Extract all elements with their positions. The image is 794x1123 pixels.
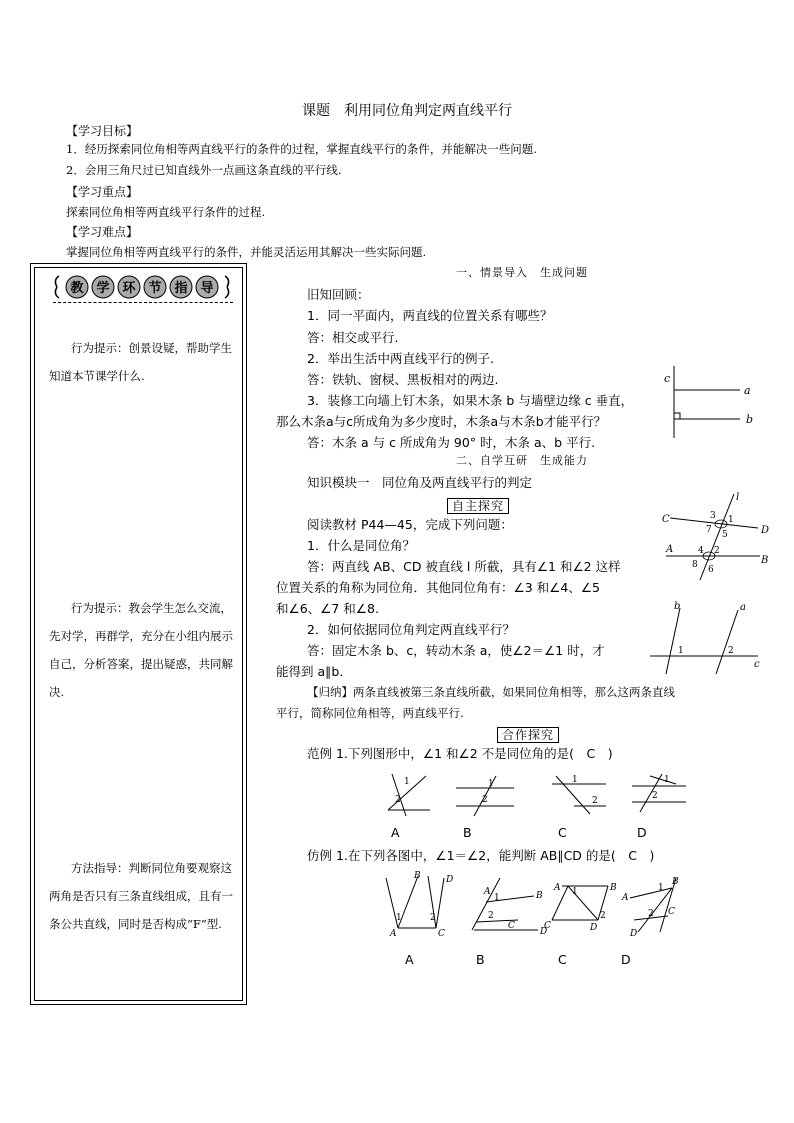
svg-text:D: D bbox=[761, 525, 770, 536]
section1-a1: 答：相交或平行. bbox=[307, 330, 399, 345]
section1-a2: 答：铁轨、窗棂、黑板相对的两边. bbox=[307, 372, 499, 387]
svg-text:D: D bbox=[540, 927, 548, 937]
svg-text:1: 1 bbox=[396, 913, 402, 923]
svg-text:C: C bbox=[668, 907, 675, 917]
ex2-option-b: B bbox=[476, 952, 485, 967]
section2-a2-line1: 答：固定木条 b、c，转动木条 a，使∠2＝∠1 时，才 bbox=[307, 643, 605, 658]
ex2-option-c: C bbox=[558, 952, 567, 967]
svg-text:a: a bbox=[740, 602, 746, 613]
section2-a1-line3: 和∠6、∠7 和∠8. bbox=[276, 601, 379, 616]
difficulty-heading: 【学习难点】 bbox=[66, 225, 139, 239]
svg-text:5: 5 bbox=[722, 530, 728, 540]
section2-heading: 二、自学互研 生成能力 bbox=[456, 454, 588, 467]
sidebar-banner bbox=[53, 274, 231, 300]
sidebar-note-1: 行为提示：创景设疑，帮助学生知道本节课学什么. bbox=[49, 341, 232, 383]
svg-text:7: 7 bbox=[706, 525, 712, 535]
section1-q1: 1．同一平面内，两直线的位置关系有哪些？ bbox=[307, 308, 553, 323]
banner-divider bbox=[53, 302, 233, 303]
example-1: 范例 1.下列图形中，∠1 和∠2 不是同位角的是( C ) bbox=[307, 746, 613, 761]
ex2-option-a: A bbox=[405, 952, 414, 967]
svg-text:2: 2 bbox=[714, 546, 720, 556]
summary-line2: 平行，简称同位角相等，两直线平行. bbox=[276, 706, 464, 720]
goal-item-2: 2．会用三角尺过已知直线外一点画这条直线的平行线. bbox=[66, 163, 342, 177]
ex1-option-c: C bbox=[558, 825, 567, 840]
coop-label bbox=[497, 724, 559, 743]
ex1-option-d: D bbox=[637, 825, 647, 840]
ex1-option-a: A bbox=[391, 825, 400, 840]
svg-text:B: B bbox=[761, 555, 769, 566]
banner-char-1: 教 bbox=[70, 281, 84, 296]
svg-text:C: C bbox=[662, 514, 670, 525]
section1-q3-line2: 那么木条a与c所成角为多少度时，木条a与木条b才能平行？ bbox=[276, 414, 607, 429]
section2-a2-line2: 能得到 a∥b. bbox=[276, 664, 344, 679]
svg-text:C: C bbox=[438, 929, 445, 939]
svg-text:1: 1 bbox=[572, 887, 578, 897]
banner-char-5: 指 bbox=[174, 281, 188, 296]
svg-text:C: C bbox=[508, 921, 515, 931]
difficulty-text: 掌握同位角相等两直线平行的条件，并能灵活运用其解决一些实际问题. bbox=[66, 245, 427, 259]
svg-text:1: 1 bbox=[658, 883, 664, 893]
svg-text:D: D bbox=[590, 923, 598, 933]
rotating-strip-figure bbox=[646, 600, 764, 678]
section2-q2: 2．如何依据同位角判定两直线平行？ bbox=[307, 622, 515, 637]
svg-text:B: B bbox=[536, 891, 543, 901]
svg-text:1: 1 bbox=[572, 775, 578, 785]
svg-text:4: 4 bbox=[698, 546, 704, 556]
page-title: 课题 利用同位角判定两直线平行 bbox=[302, 103, 512, 119]
section1-heading: 一、情景导入 生成问题 bbox=[456, 266, 588, 279]
svg-text:3: 3 bbox=[710, 511, 716, 521]
svg-text:1: 1 bbox=[678, 646, 684, 656]
svg-text:a: a bbox=[744, 384, 751, 397]
sidebar-note-3: 方法指导：判断同位角要观察这两角是否只有三条直线组成，且有一条公共直线，同时是否构成“F”型. bbox=[49, 861, 233, 931]
svg-text:A: A bbox=[554, 883, 561, 893]
svg-text:1: 1 bbox=[488, 779, 494, 789]
section2-q1: 1．什么是同位角？ bbox=[307, 538, 415, 553]
wall-strip-figure bbox=[660, 362, 764, 442]
svg-text:A: A bbox=[484, 887, 491, 897]
banner-graphic bbox=[53, 274, 231, 300]
svg-text:c: c bbox=[664, 372, 671, 385]
svg-text:2: 2 bbox=[652, 791, 658, 801]
svg-text:A: A bbox=[666, 544, 674, 555]
svg-text:l: l bbox=[736, 492, 740, 503]
example1-figures bbox=[370, 770, 700, 820]
section1-q2: 2．举出生活中两直线平行的例子. bbox=[307, 351, 494, 366]
svg-text:B: B bbox=[414, 871, 421, 881]
svg-text:b: b bbox=[674, 601, 681, 612]
goals-heading: 【学习目标】 bbox=[66, 124, 139, 138]
svg-text:1: 1 bbox=[404, 777, 410, 787]
svg-text:1: 1 bbox=[664, 775, 670, 785]
section1-a3: 答：木条 a 与 c 所成角为 90° 时，木条 a、b 平行. bbox=[307, 435, 596, 450]
svg-text:2: 2 bbox=[648, 909, 654, 919]
ex1-option-b: B bbox=[463, 825, 472, 840]
svg-text:1: 1 bbox=[494, 893, 500, 903]
self-study-label bbox=[447, 495, 509, 514]
key-point-heading: 【学习重点】 bbox=[66, 185, 139, 199]
banner-char-4: 节 bbox=[148, 281, 162, 296]
goal-item-1: 1．经历探索同位角相等两直线平行的条件的过程，掌握直线平行的条件，并能解决一些问题. bbox=[66, 142, 537, 156]
svg-text:A: A bbox=[622, 893, 629, 903]
svg-text:b: b bbox=[746, 413, 754, 426]
banner-char-6: 导 bbox=[200, 281, 214, 296]
svg-text:D: D bbox=[630, 929, 638, 939]
section1-q3-line1: 3．装修工向墙上钉木条，如果木条 b 与墙壁边缘 c 垂直， bbox=[307, 393, 634, 408]
svg-text:8: 8 bbox=[692, 560, 698, 570]
teaching-guide-sidebar bbox=[30, 263, 247, 1005]
self-study-box: 自主探究 bbox=[447, 498, 509, 514]
svg-text:2: 2 bbox=[600, 911, 606, 921]
svg-text:c: c bbox=[754, 659, 760, 670]
sidebar-note-2: 行为提示：教会学生怎么交流，先对学，再群学，充分在小组内展示自己，分析答案，提出疑惑，共同解决. bbox=[49, 601, 233, 699]
module-title: 知识模块一 同位角及两直线平行的判定 bbox=[307, 475, 533, 490]
svg-text:2: 2 bbox=[430, 913, 436, 923]
svg-text:2: 2 bbox=[592, 796, 598, 806]
summary-line1: 【归纳】两条直线被第三条直线所截，如果同位角相等，那么这两条直线 bbox=[307, 685, 675, 699]
read-instruction: 阅读教材 P44—45，完成下列问题： bbox=[307, 517, 513, 532]
svg-text:C: C bbox=[544, 921, 551, 931]
svg-text:D: D bbox=[446, 875, 454, 885]
coop-box: 合作探究 bbox=[497, 727, 559, 743]
svg-text:B: B bbox=[672, 877, 679, 887]
review-label: 旧知回顾： bbox=[307, 287, 370, 302]
practice-1: 仿例 1.在下列各图中，∠1＝∠2，能判断 AB∥CD 的是( C ) bbox=[307, 848, 655, 863]
sidebar-inner-frame bbox=[34, 267, 243, 1001]
banner-char-2: 学 bbox=[96, 281, 110, 296]
svg-text:B: B bbox=[610, 883, 617, 893]
svg-text:6: 6 bbox=[708, 565, 714, 575]
svg-text:2: 2 bbox=[728, 646, 734, 656]
section2-a1-line2: 位置关系的角称为同位角．其他同位角有：∠3 和∠4、∠5 bbox=[276, 580, 600, 595]
practice1-figures bbox=[378, 870, 694, 942]
svg-text:2: 2 bbox=[482, 795, 488, 805]
svg-text:2: 2 bbox=[488, 911, 494, 921]
svg-text:2: 2 bbox=[395, 795, 401, 805]
svg-text:A: A bbox=[390, 929, 397, 939]
ex2-option-d: D bbox=[621, 952, 631, 967]
key-point-text: 探索同位角相等两直线平行条件的过程. bbox=[66, 205, 266, 219]
transversal-figure bbox=[658, 490, 770, 582]
svg-text:1: 1 bbox=[728, 515, 734, 525]
banner-char-3: 环 bbox=[122, 281, 136, 296]
section2-a1-line1: 答：两直线 AB、CD 被直线 l 所截，具有∠1 和∠2 这样 bbox=[307, 559, 621, 574]
